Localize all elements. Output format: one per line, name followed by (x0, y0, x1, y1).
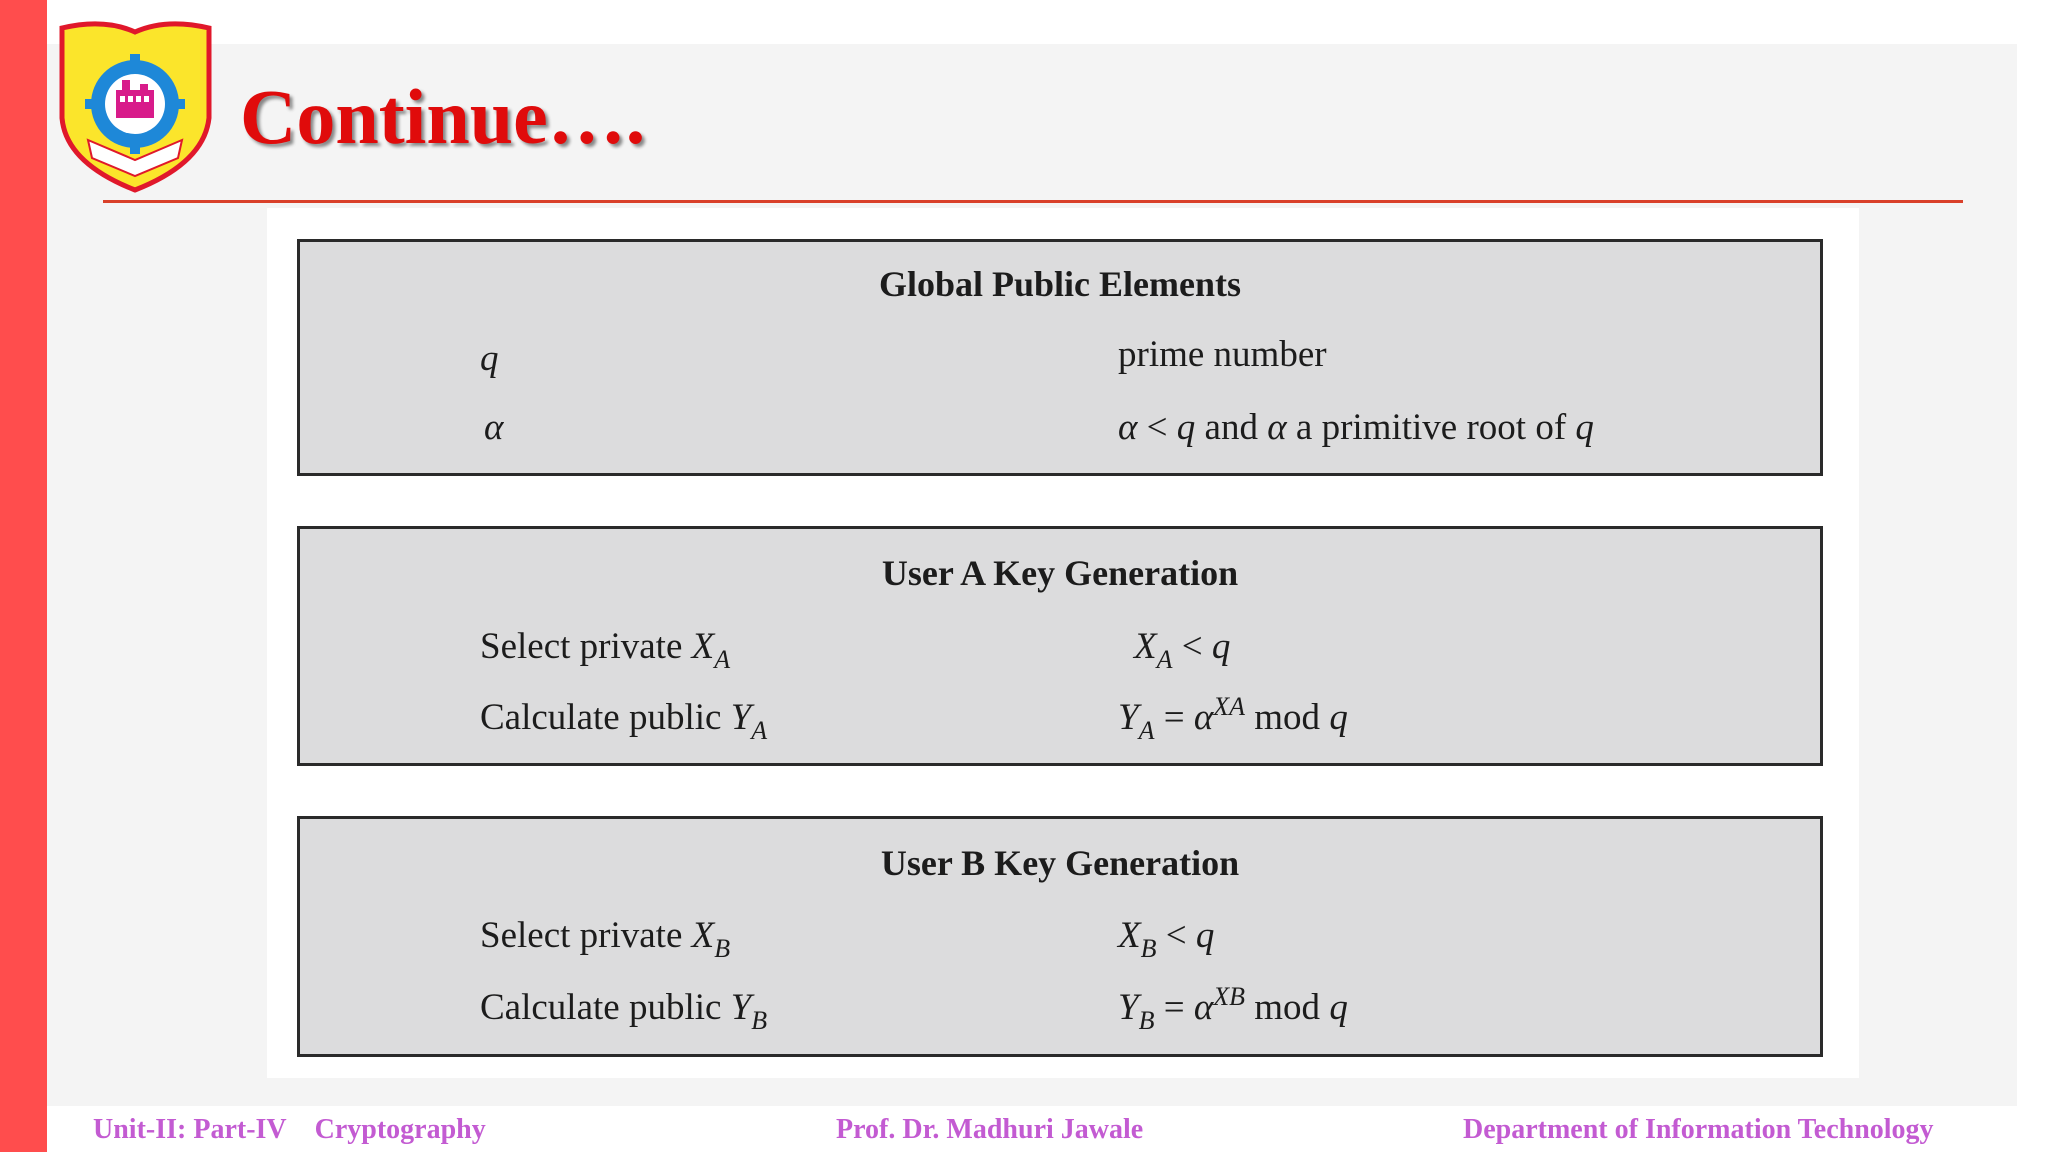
select-private-xb: Select private $X_B$ (480, 915, 731, 963)
left-accent-bar (0, 0, 47, 1152)
calculate-public-ya: Calculate public $Y_A$ (480, 697, 768, 745)
box-heading: User B Key Generation (880, 843, 1240, 883)
title-underline (103, 200, 1963, 203)
xb-constraint: $X_B < q$ (1118, 915, 1215, 963)
ya-formula: $Y_A = \alpha^{XA}$ mod q (1118, 692, 1348, 745)
symbol-q-description: prime number (1118, 334, 1327, 375)
college-logo (54, 18, 217, 194)
footer-subject: Cryptography (314, 1114, 486, 1145)
footer-professor: Prof. Dr. Madhuri Jawale (836, 1114, 1144, 1145)
box-heading: Global Public Elements (878, 264, 1242, 304)
calculate-public-yb: Calculate public $Y_B$ (480, 987, 768, 1035)
slide-title: Continue…. (240, 73, 646, 160)
yb-formula: $Y_B = \alpha^{XB}$ mod q (1118, 982, 1348, 1035)
footer-unit: Unit-II: Part-IV Cryptography (93, 1114, 486, 1145)
box-heading: User A Key Generation (881, 553, 1239, 593)
symbol-alpha: α (484, 407, 504, 448)
symbol-q: q (480, 338, 499, 379)
select-private-xa: Select private $X_A$ (480, 626, 731, 674)
xa-constraint: $X_A < q$ (1134, 626, 1231, 674)
symbol-alpha-description: α < q and α a primitive root of q (1118, 407, 1594, 448)
user-b-key-generation-box (297, 816, 1823, 1057)
footer-department: Department of Information Technology (1463, 1114, 1934, 1145)
global-public-elements-box (297, 239, 1823, 476)
user-a-key-generation-box (297, 526, 1823, 766)
